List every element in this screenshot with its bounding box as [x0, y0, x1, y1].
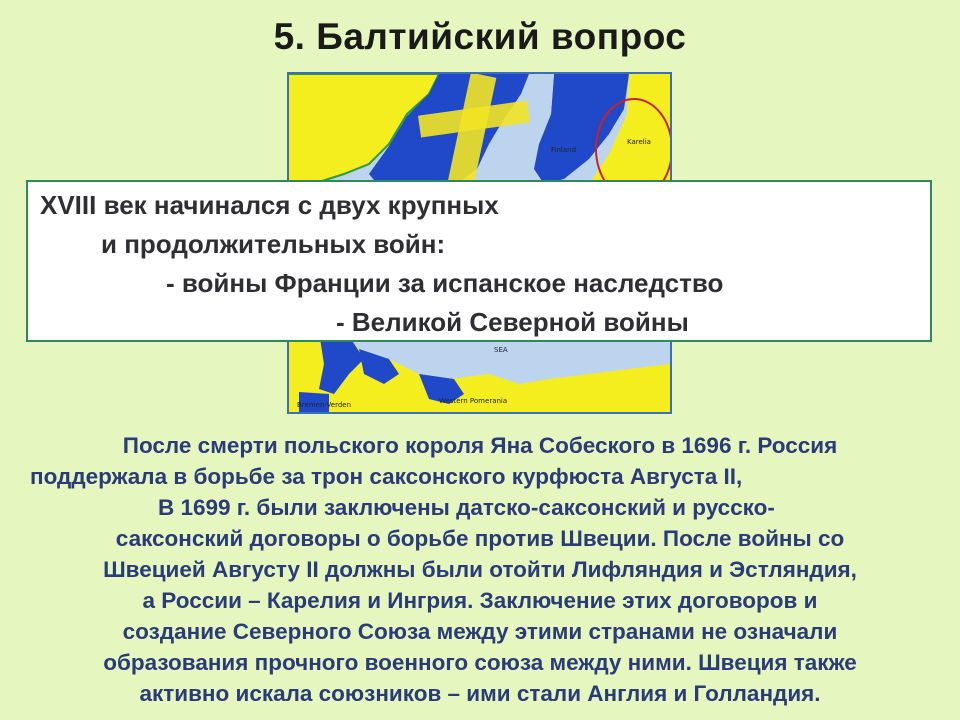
map-label-western-pomerania: Western Pomerania: [439, 397, 508, 405]
body-line: саксонский договоры о борьбе против Швеции. После войны со: [115, 526, 845, 551]
body-line: поддержала в борьбе за трон саксонского курфюста Августа II,: [30, 464, 743, 489]
callout-line-4: - Великой Северной войны: [336, 307, 689, 337]
map-label-finland: Finland: [551, 146, 577, 154]
callout-box: [26, 180, 932, 342]
slide-title: 5. Балтийский вопрос: [273, 16, 687, 57]
body-line: В 1699 г. были заключены датско-саксонский и русско-: [158, 495, 775, 520]
body-line: активно искала союзников – ими стали Англия и Голландия.: [139, 681, 821, 706]
callout-line-1: XVIII век начинался с двух крупных: [40, 190, 499, 220]
body-paragraph: [20, 430, 940, 709]
body-line: После смерти польского короля Яна Собеского в 1696 г. Россия: [122, 433, 838, 458]
body-line: создание Северного Союза между этими странами не означали: [122, 619, 838, 644]
map-label-karelia: Karelia: [627, 138, 651, 146]
body-line: образования прочного военного союза между ними. Швеция также: [103, 650, 857, 675]
body-line: Швецией Августу II должны были отойти Лифляндия и Эстляндия,: [103, 557, 857, 582]
map-label-sea: SEA: [494, 346, 508, 354]
callout-line-3: - войны Франции за испанское наследство: [166, 268, 724, 298]
callout-line-2: и продолжительных войн:: [101, 229, 446, 259]
map-label-bremen-verden: Bremen-Verden: [297, 401, 352, 409]
body-line: а России – Карелия и Ингрия. Заключение этих договоров и: [142, 588, 818, 613]
